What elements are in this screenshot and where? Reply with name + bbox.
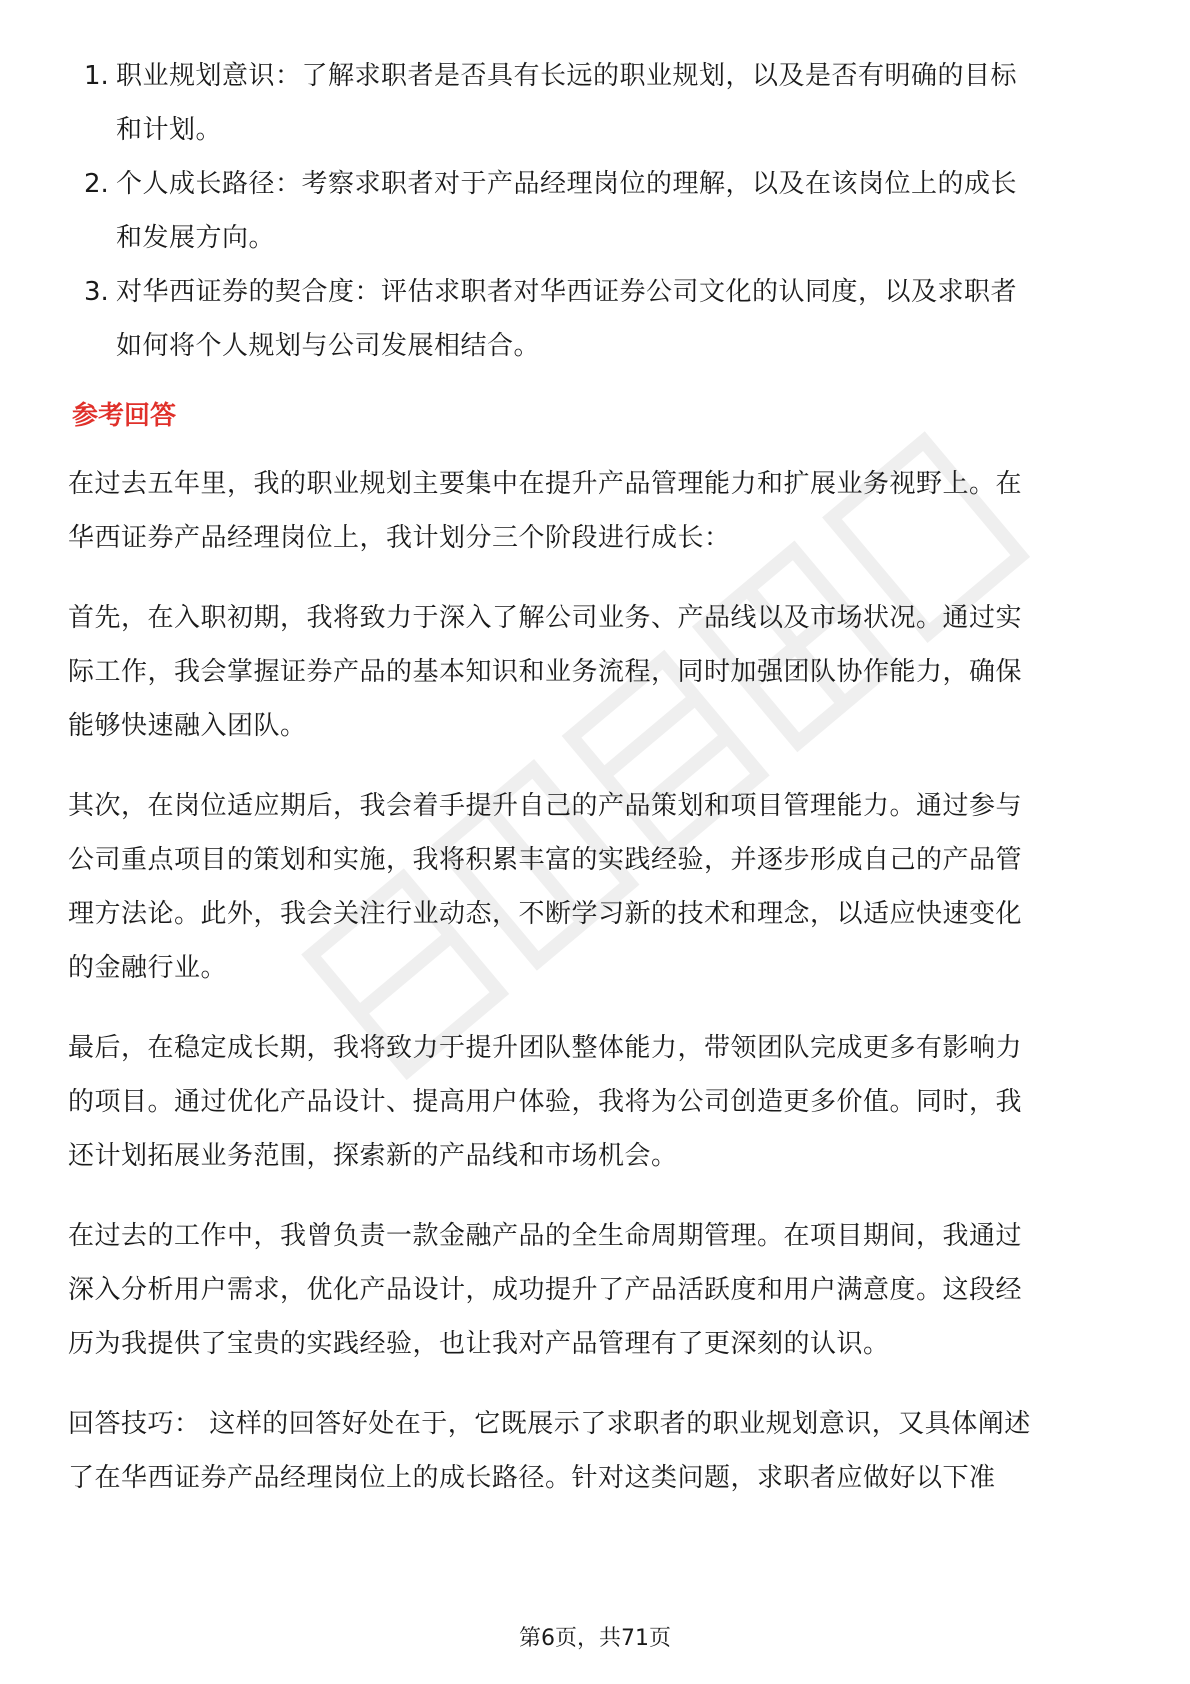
list-item-text: 职业规划意识：了解求职者是否具有长远的职业规划，以及是否有明确的目标 xyxy=(116,61,1018,91)
list-item-number: 2. xyxy=(84,169,109,199)
paragraph-line: 公司重点项目的策划和实施，我将积累丰富的实践经验，并逐步形成自己的产品管 xyxy=(68,845,1023,875)
paragraph-line: 深入分析用户需求，优化产品设计，成功提升了产品活跃度和用户满意度。这段经 xyxy=(68,1275,1023,1305)
paragraph-line: 历为我提供了宝贵的实践经验，也让我对产品管理有了更深刻的认识。 xyxy=(68,1329,890,1359)
paragraph-line: 首先，在入职初期，我将致力于深入了解公司业务、产品线以及市场状况。通过实 xyxy=(68,603,1023,633)
paragraph-line: 能够快速融入团队。 xyxy=(68,711,307,741)
list-item-text: 如何将个人规划与公司发展相结合。 xyxy=(116,331,541,361)
paragraph-line: 际工作，我会掌握证券产品的基本知识和业务流程，同时加强团队协作能力，确保 xyxy=(68,657,1023,687)
paragraph-line: 最后，在稳定成长期，我将致力于提升团队整体能力，带领团队完成更多有影响力 xyxy=(68,1033,1023,1063)
paragraph-line: 的金融行业。 xyxy=(68,953,228,983)
list-item-text: 和计划。 xyxy=(116,115,223,145)
paragraph-line: 理方法论。此外，我会关注行业动态，不断学习新的技术和理念，以适应快速变化 xyxy=(68,899,1023,929)
page-number-footer: 第6页，共71页 xyxy=(519,1626,671,1651)
list-item-text: 对华西证券的契合度：评估求职者对华西证券公司文化的认同度，以及求职者 xyxy=(116,277,1018,307)
paragraph-line: 华西证券产品经理岗位上，我计划分三个阶段进行成长： xyxy=(68,523,731,553)
list-item-text: 个人成长路径：考察求职者对于产品经理岗位的理解，以及在该岗位上的成长 xyxy=(116,169,1018,199)
paragraph-line: 在过去的工作中，我曾负责一款金融产品的全生命周期管理。在项目期间，我通过 xyxy=(68,1221,1023,1251)
list-item-number: 1. xyxy=(84,61,109,91)
list-item-number: 3. xyxy=(84,277,109,307)
paragraph-line: 其次，在岗位适应期后，我会着手提升自己的产品策划和项目管理能力。通过参与 xyxy=(68,791,1023,821)
paragraph-line: 还计划拓展业务范围，探索新的产品线和市场机会。 xyxy=(68,1141,678,1171)
paragraph-line: 在过去五年里，我的职业规划主要集中在提升产品管理能力和扩展业务视野上。在 xyxy=(68,469,1023,499)
paragraph-line: 回答技巧： 这样的回答好处在于，它既展示了求职者的职业规划意识，又具体阐述 xyxy=(68,1409,1031,1439)
paragraph-line: 的项目。通过优化产品设计、提高用户体验，我将为公司创造更多价值。同时，我 xyxy=(68,1087,1023,1117)
section-heading: 参考回答 xyxy=(72,401,177,431)
list-item-text: 和发展方向。 xyxy=(116,223,276,253)
paragraph-line: 了在华西证券产品经理岗位上的成长路径。针对这类问题，求职者应做好以下准 xyxy=(68,1463,996,1493)
